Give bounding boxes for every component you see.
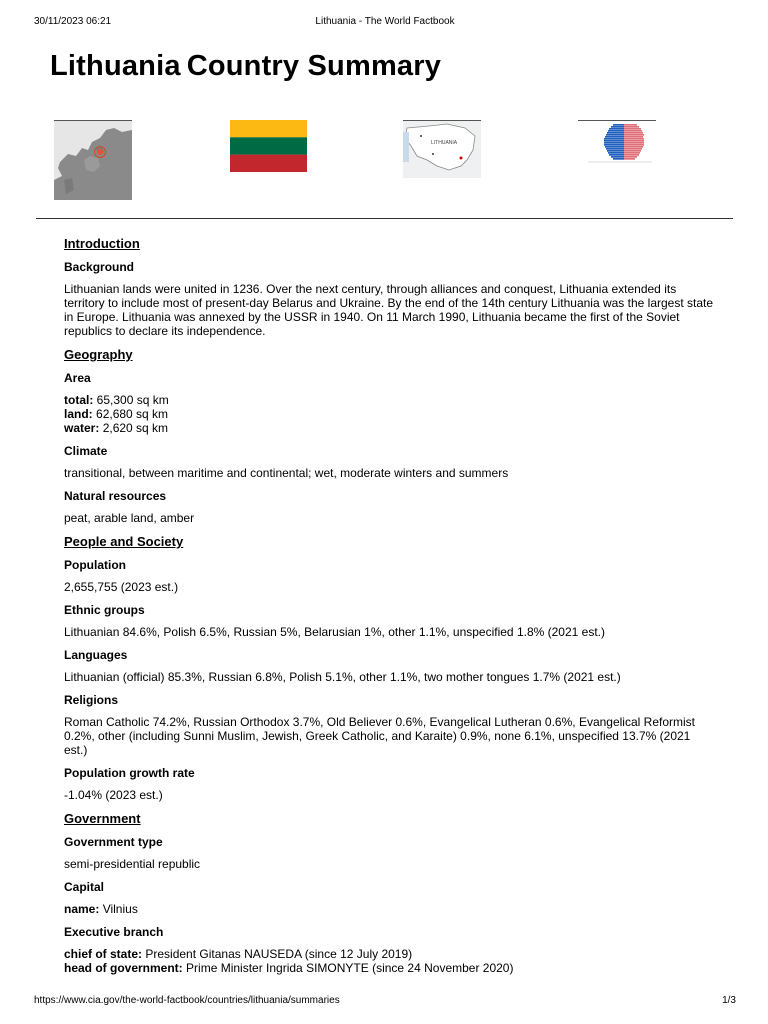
field-title-natural-resources: Natural resources <box>64 489 167 503</box>
field-title-capital: Capital <box>64 880 105 894</box>
pyramid-male-bar <box>606 134 624 136</box>
section-title-introduction[interactable]: Introduction <box>64 236 140 251</box>
chief-of-state-label: chief of state: <box>64 947 143 961</box>
capital-name-value: Vilnius <box>102 902 138 916</box>
religions-text: Roman Catholic 74.2%, Russian Orthodox 3.7%, Old Believer 0.6%, Evangelical Lutheran 0.6%, Evangelical Reformist 0.2%, other (including Sunni Muslim, Jewish, Greek Catholic, and Karaite) 0.9%, none 6.1%, unspecified 13.7% (2021 est.) <box>64 715 695 757</box>
page-title <box>50 50 441 83</box>
pyramid-female-bar <box>624 158 635 160</box>
pyramid-male-bar <box>613 158 624 160</box>
pyramid-male-bar <box>607 132 624 134</box>
area-land-value: 62,680 sq km <box>96 407 169 421</box>
pyramid-female-bar <box>624 156 637 158</box>
head-of-government-label: head of government: <box>64 961 183 975</box>
area-total-value: 65,300 sq km <box>96 393 169 407</box>
pyramid-female-bar <box>624 126 639 128</box>
section-title-geography[interactable]: Geography <box>64 347 133 362</box>
pyramid-male-bar <box>611 126 624 128</box>
pyramid-female-bar <box>624 134 644 136</box>
pyramid-female-bar <box>624 130 642 132</box>
europe-locator-map[interactable] <box>54 120 132 200</box>
area-land-label: land: <box>64 407 93 421</box>
government-type-text: semi-presidential republic <box>64 857 201 871</box>
field-title-executive-branch: Executive branch <box>64 925 164 939</box>
print-page-title: Lithuania - The World Factbook <box>315 16 455 27</box>
pyramid-male-bar <box>607 150 624 152</box>
ethnic-groups-text: Lithuanian 84.6%, Polish 6.5%, Russian 5%, Belarusian 1%, other 1.1%, unspecified 1.8% (2021 est.) <box>64 625 605 639</box>
pyramid-female-bar <box>624 146 643 148</box>
pyramid-male-bar <box>608 130 624 132</box>
lithuania-map[interactable] <box>403 120 481 178</box>
pyramid-female-bar <box>624 124 637 126</box>
head-of-government-value: Prime Minister Ingrida SIMONYTE (since 24 November 2020) <box>186 961 514 975</box>
population-pyramid[interactable] <box>578 120 656 164</box>
lithuania-flag[interactable] <box>230 120 307 172</box>
field-title-population: Population <box>64 558 126 572</box>
pyramid-male-bar <box>608 152 624 154</box>
pyramid-male-bar <box>605 146 624 148</box>
languages-text: Lithuanian (official) 85.3%, Russian 6.8%, Polish 5.1%, other 1.1%, two mother tongues 1.7% (2021 est.) <box>64 670 621 684</box>
background-text: Lithuanian lands were united in 1236. Over the next century, through alliances and conquest, Lithuania extended its territory to include most of present-day Belarus and Ukraine. By the end of the 14th century Lithuania was the largest state in Europe. Lithuania was annexed by the USSR in 1940. On 11 March 1990, Lithuania became the first of the Soviet republics to declare its independence. <box>64 282 714 338</box>
page-number: 1/3 <box>722 995 736 1006</box>
pyramid-male-bar <box>604 140 624 142</box>
area-values <box>64 393 714 435</box>
page-title-suffix: Country Summary <box>186 50 442 82</box>
pyramid-male-bar <box>613 124 624 126</box>
capital-name-label: name: <box>64 902 100 916</box>
pyramid-female-bar <box>624 148 642 150</box>
chief-of-state-value: President Gitanas NAUSEDA (since 12 July 2019) <box>145 947 413 961</box>
summary-content <box>64 236 714 984</box>
pyramid-female-bar <box>624 136 643 138</box>
pyramid-male-bar <box>606 148 624 150</box>
area-water-value: 2,620 sq km <box>102 421 169 435</box>
pyramid-female-bar <box>624 138 644 140</box>
pyramid-female-bar <box>624 142 644 144</box>
print-footer <box>34 995 736 1009</box>
pyramid-male-bar <box>609 154 624 156</box>
population-growth-text: -1.04% (2023 est.) <box>64 788 163 802</box>
field-title-languages: Languages <box>64 648 128 662</box>
climate-text: transitional, between maritime and continental; wet, moderate winters and summers <box>64 466 509 480</box>
field-title-climate: Climate <box>64 444 108 458</box>
field-title-ethnic-groups: Ethnic groups <box>64 603 145 617</box>
pyramid-male-bar <box>604 144 624 146</box>
field-title-government-type: Government type <box>64 835 163 849</box>
section-title-government[interactable]: Government <box>64 811 141 826</box>
area-water-label: water: <box>64 421 100 435</box>
pyramid-female-bar <box>624 128 641 130</box>
field-title-religions: Religions <box>64 693 119 707</box>
pyramid-female-bar <box>624 144 644 146</box>
natural-resources-text: peat, arable land, amber <box>64 511 195 525</box>
field-title-population-growth-rate: Population growth rate <box>64 766 195 780</box>
area-total-label: total: <box>64 393 94 407</box>
pyramid-male-bar <box>609 128 624 130</box>
pyramid-female-bar <box>624 154 639 156</box>
pyramid-male-bar <box>604 142 624 144</box>
pyramid-female-bar <box>624 150 641 152</box>
section-title-people-and-society[interactable]: People and Society <box>64 534 184 549</box>
page-title-country: Lithuania <box>50 50 181 82</box>
field-title-background: Background <box>64 260 135 274</box>
pyramid-female-bar <box>624 140 644 142</box>
executive-branch-text <box>64 947 714 975</box>
capital-text <box>64 902 714 916</box>
field-title-area: Area <box>64 371 91 385</box>
print-datetime: 30/11/2023 06:21 <box>34 16 112 27</box>
header-divider <box>36 218 733 219</box>
pyramid-male-bar <box>605 136 624 138</box>
page-url[interactable]: https://www.cia.gov/the-world-factbook/countries/lithuania/summaries <box>34 995 340 1006</box>
print-header <box>34 16 736 30</box>
pyramid-male-bar <box>604 138 624 140</box>
pyramid-female-bar <box>624 132 643 134</box>
image-thumbnails <box>0 120 768 180</box>
population-text: 2,655,755 (2023 est.) <box>64 580 179 594</box>
pyramid-male-bar <box>611 156 624 158</box>
map-country-label: LITHUANIA <box>431 140 458 146</box>
pyramid-female-bar <box>624 152 640 154</box>
